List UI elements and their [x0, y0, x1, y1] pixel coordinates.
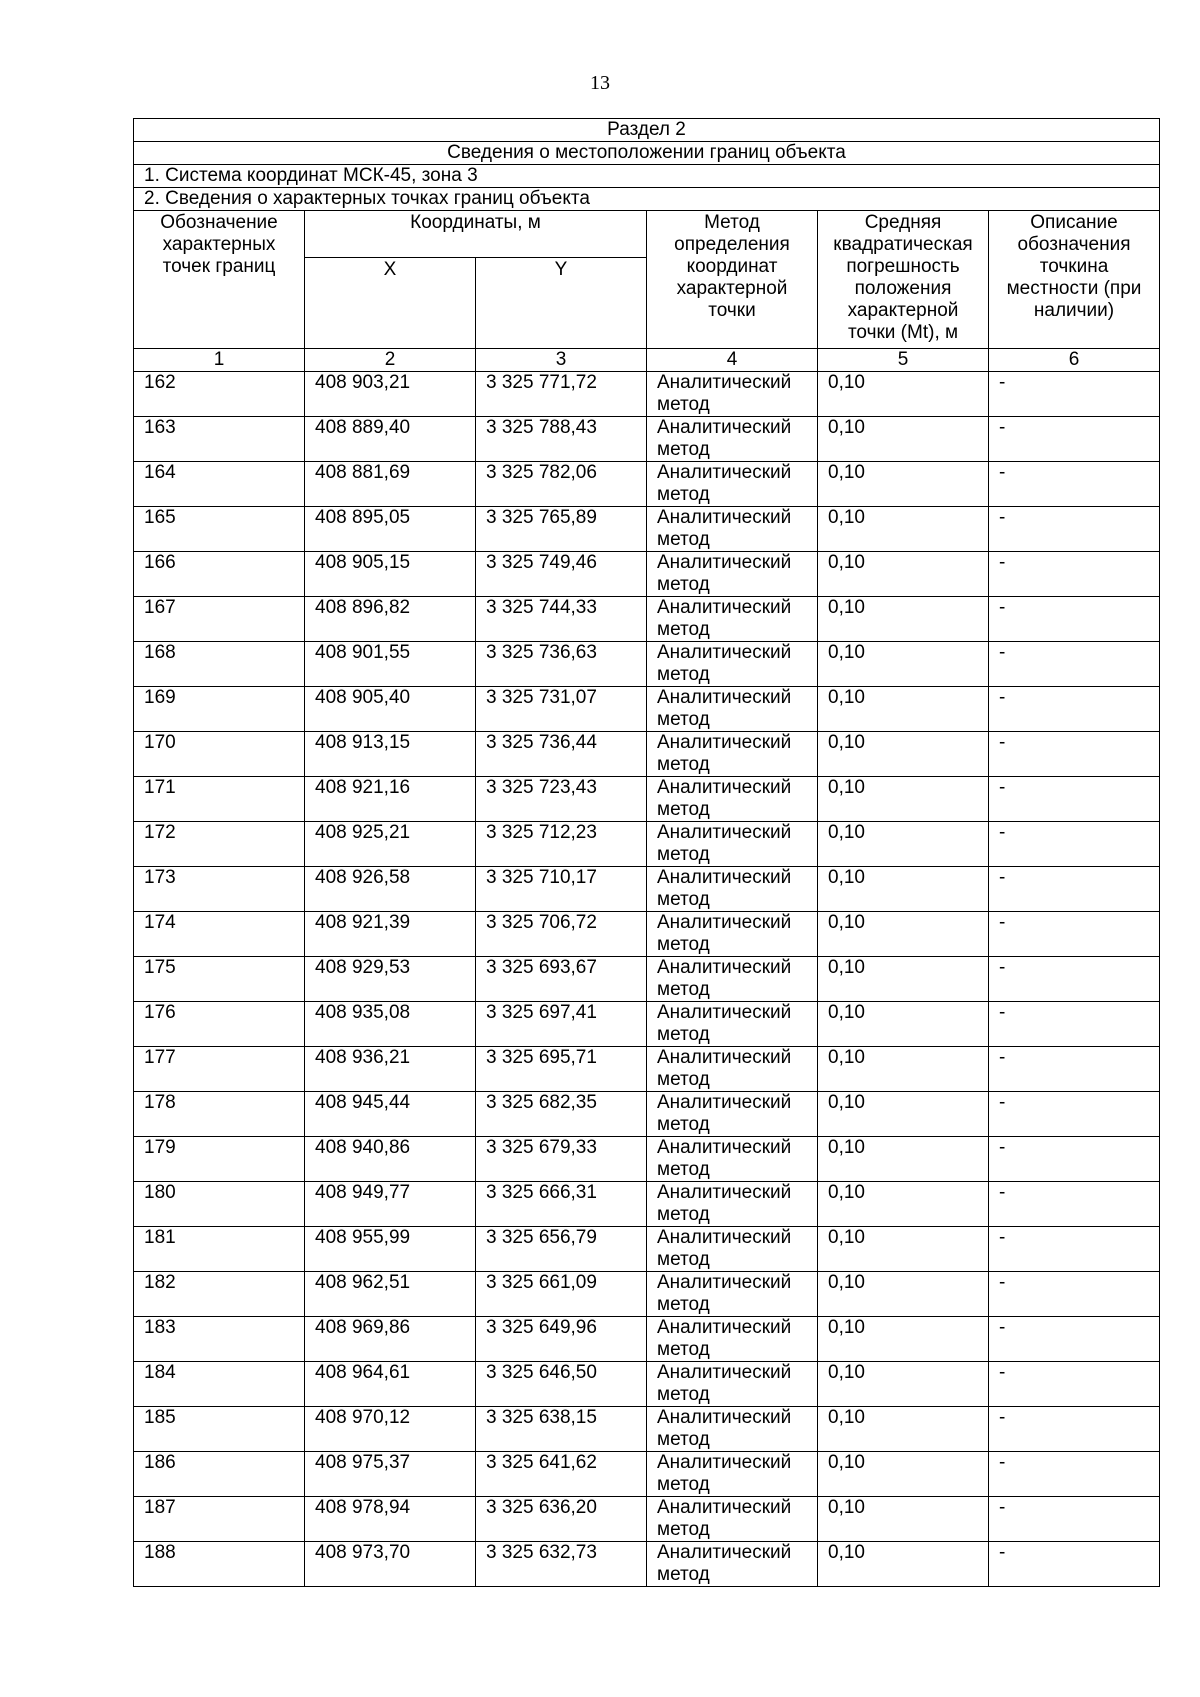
x-cell: 408 969,86 — [305, 1317, 476, 1362]
y-cell: 3 325 736,44 — [476, 732, 647, 777]
x-cell: 408 929,53 — [305, 957, 476, 1002]
col-number: 5 — [818, 349, 989, 372]
y-cell: 3 325 736,63 — [476, 642, 647, 687]
x-cell: 408 975,37 — [305, 1452, 476, 1497]
y-cell: 3 325 723,43 — [476, 777, 647, 822]
description-cell: - — [989, 372, 1160, 417]
point-cell: 179 — [134, 1137, 305, 1182]
y-cell: 3 325 638,15 — [476, 1407, 647, 1452]
error-cell: 0,10 — [818, 1362, 989, 1407]
point-cell: 163 — [134, 417, 305, 462]
table-row — [134, 597, 1160, 642]
method-cell: Аналитический метод — [647, 1182, 818, 1227]
y-cell: 3 325 697,41 — [476, 1002, 647, 1047]
description-cell: - — [989, 1362, 1160, 1407]
point-cell: 185 — [134, 1407, 305, 1452]
points-heading-row — [134, 188, 1160, 211]
y-cell: 3 325 679,33 — [476, 1137, 647, 1182]
x-cell: 408 921,16 — [305, 777, 476, 822]
error-cell: 0,10 — [818, 1137, 989, 1182]
method-cell: Аналитический метод — [647, 552, 818, 597]
method-cell: Аналитический метод — [647, 372, 818, 417]
section-subtitle: Сведения о местоположении границ объекта — [134, 142, 1160, 165]
error-cell: 0,10 — [818, 1497, 989, 1542]
method-cell: Аналитический метод — [647, 1497, 818, 1542]
method-cell: Аналитический метод — [647, 642, 818, 687]
point-cell: 165 — [134, 507, 305, 552]
method-cell: Аналитический метод — [647, 597, 818, 642]
y-cell: 3 325 641,62 — [476, 1452, 647, 1497]
point-cell: 183 — [134, 1317, 305, 1362]
section-subtitle-row — [134, 142, 1160, 165]
method-cell: Аналитический метод — [647, 867, 818, 912]
x-cell: 408 945,44 — [305, 1092, 476, 1137]
table-row — [134, 1317, 1160, 1362]
point-cell: 176 — [134, 1002, 305, 1047]
table-row — [134, 1542, 1160, 1587]
description-cell: - — [989, 1497, 1160, 1542]
x-cell: 408 881,69 — [305, 462, 476, 507]
description-cell: - — [989, 642, 1160, 687]
point-cell: 164 — [134, 462, 305, 507]
y-cell: 3 325 646,50 — [476, 1362, 647, 1407]
x-cell: 408 964,61 — [305, 1362, 476, 1407]
x-cell: 408 905,15 — [305, 552, 476, 597]
point-cell: 186 — [134, 1452, 305, 1497]
point-cell: 178 — [134, 1092, 305, 1137]
y-cell: 3 325 782,06 — [476, 462, 647, 507]
description-cell: - — [989, 1092, 1160, 1137]
table-row — [134, 1452, 1160, 1497]
table-row — [134, 507, 1160, 552]
point-cell: 181 — [134, 1227, 305, 1272]
table-row — [134, 642, 1160, 687]
point-cell: 187 — [134, 1497, 305, 1542]
error-cell: 0,10 — [818, 687, 989, 732]
col-number: 2 — [305, 349, 476, 372]
boundary-points-table — [133, 118, 1160, 1587]
description-cell: - — [989, 867, 1160, 912]
y-cell: 3 325 710,17 — [476, 867, 647, 912]
error-cell: 0,10 — [818, 642, 989, 687]
error-cell: 0,10 — [818, 867, 989, 912]
x-cell: 408 935,08 — [305, 1002, 476, 1047]
table-row — [134, 867, 1160, 912]
method-cell: Аналитический метод — [647, 1317, 818, 1362]
point-cell: 167 — [134, 597, 305, 642]
error-cell: 0,10 — [818, 372, 989, 417]
method-cell: Аналитический метод — [647, 822, 818, 867]
description-cell: - — [989, 1317, 1160, 1362]
description-cell: - — [989, 957, 1160, 1002]
error-cell: 0,10 — [818, 1317, 989, 1362]
coord-system: 1. Система координат МСК-45, зона 3 — [134, 165, 1160, 188]
point-cell: 166 — [134, 552, 305, 597]
y-cell: 3 325 661,09 — [476, 1272, 647, 1317]
description-cell: - — [989, 822, 1160, 867]
table-row — [134, 1362, 1160, 1407]
table-row — [134, 687, 1160, 732]
description-cell: - — [989, 1452, 1160, 1497]
method-cell: Аналитический метод — [647, 1002, 818, 1047]
method-cell: Аналитический метод — [647, 687, 818, 732]
method-cell: Аналитический метод — [647, 507, 818, 552]
description-cell: - — [989, 1272, 1160, 1317]
point-cell: 180 — [134, 1182, 305, 1227]
point-cell: 188 — [134, 1542, 305, 1587]
table-row — [134, 552, 1160, 597]
col-number: 6 — [989, 349, 1160, 372]
error-cell: 0,10 — [818, 1452, 989, 1497]
description-cell: - — [989, 597, 1160, 642]
table-row — [134, 417, 1160, 462]
table-row — [134, 1497, 1160, 1542]
description-cell: - — [989, 777, 1160, 822]
table-row — [134, 1272, 1160, 1317]
x-cell: 408 921,39 — [305, 912, 476, 957]
point-cell: 170 — [134, 732, 305, 777]
table-row — [134, 732, 1160, 777]
table-row — [134, 822, 1160, 867]
column-numbers-row — [134, 349, 1160, 372]
error-cell: 0,10 — [818, 1272, 989, 1317]
method-cell: Аналитический метод — [647, 1227, 818, 1272]
method-cell: Аналитический метод — [647, 1542, 818, 1587]
point-cell: 162 — [134, 372, 305, 417]
point-cell: 169 — [134, 687, 305, 732]
error-cell: 0,10 — [818, 1047, 989, 1092]
method-cell: Аналитический метод — [647, 1452, 818, 1497]
y-cell: 3 325 666,31 — [476, 1182, 647, 1227]
method-cell: Аналитический метод — [647, 1407, 818, 1452]
x-cell: 408 895,05 — [305, 507, 476, 552]
points-heading: 2. Сведения о характерных точках границ объекта — [134, 188, 1160, 211]
section-title-row — [134, 119, 1160, 142]
description-cell: - — [989, 1047, 1160, 1092]
x-cell: 408 940,86 — [305, 1137, 476, 1182]
method-cell: Аналитический метод — [647, 1092, 818, 1137]
y-cell: 3 325 744,33 — [476, 597, 647, 642]
method-cell: Аналитический метод — [647, 1362, 818, 1407]
header-error: Средняя квадратическая погрешность положения характерной точки (Mt), м — [818, 211, 989, 349]
point-cell: 177 — [134, 1047, 305, 1092]
method-cell: Аналитический метод — [647, 912, 818, 957]
col-number: 1 — [134, 349, 305, 372]
section-title: Раздел 2 — [134, 119, 1160, 142]
error-cell: 0,10 — [818, 1227, 989, 1272]
page-number: 13 — [590, 72, 610, 94]
x-cell: 408 936,21 — [305, 1047, 476, 1092]
table-row — [134, 1137, 1160, 1182]
header-description: Описание обозначения точкина местности (при наличии) — [989, 211, 1160, 349]
y-cell: 3 325 771,72 — [476, 372, 647, 417]
x-cell: 408 925,21 — [305, 822, 476, 867]
y-cell: 3 325 765,89 — [476, 507, 647, 552]
table-row — [134, 957, 1160, 1002]
point-cell: 172 — [134, 822, 305, 867]
y-cell: 3 325 656,79 — [476, 1227, 647, 1272]
error-cell: 0,10 — [818, 507, 989, 552]
table-row — [134, 1002, 1160, 1047]
header-x: X — [305, 258, 476, 349]
method-cell: Аналитический метод — [647, 1272, 818, 1317]
coord-system-row — [134, 165, 1160, 188]
x-cell: 408 949,77 — [305, 1182, 476, 1227]
header-coordinates: Координаты, м — [305, 211, 647, 258]
x-cell: 408 889,40 — [305, 417, 476, 462]
col-number: 4 — [647, 349, 818, 372]
point-cell: 182 — [134, 1272, 305, 1317]
header-method: Метод определения координат характерной точки — [647, 211, 818, 349]
error-cell: 0,10 — [818, 777, 989, 822]
description-cell: - — [989, 912, 1160, 957]
description-cell: - — [989, 1227, 1160, 1272]
method-cell: Аналитический метод — [647, 1047, 818, 1092]
y-cell: 3 325 731,07 — [476, 687, 647, 732]
point-cell: 174 — [134, 912, 305, 957]
method-cell: Аналитический метод — [647, 732, 818, 777]
error-cell: 0,10 — [818, 417, 989, 462]
point-cell: 175 — [134, 957, 305, 1002]
description-cell: - — [989, 1542, 1160, 1587]
error-cell: 0,10 — [818, 822, 989, 867]
x-cell: 408 978,94 — [305, 1497, 476, 1542]
table-row — [134, 462, 1160, 507]
x-cell: 408 896,82 — [305, 597, 476, 642]
method-cell: Аналитический метод — [647, 417, 818, 462]
y-cell: 3 325 712,23 — [476, 822, 647, 867]
description-cell: - — [989, 1182, 1160, 1227]
error-cell: 0,10 — [818, 1092, 989, 1137]
x-cell: 408 955,99 — [305, 1227, 476, 1272]
y-cell: 3 325 706,72 — [476, 912, 647, 957]
y-cell: 3 325 695,71 — [476, 1047, 647, 1092]
col-number: 3 — [476, 349, 647, 372]
description-cell: - — [989, 687, 1160, 732]
error-cell: 0,10 — [818, 957, 989, 1002]
x-cell: 408 901,55 — [305, 642, 476, 687]
table-row — [134, 912, 1160, 957]
description-cell: - — [989, 732, 1160, 777]
x-cell: 408 973,70 — [305, 1542, 476, 1587]
method-cell: Аналитический метод — [647, 462, 818, 507]
description-cell: - — [989, 507, 1160, 552]
x-cell: 408 962,51 — [305, 1272, 476, 1317]
y-cell: 3 325 682,35 — [476, 1092, 647, 1137]
error-cell: 0,10 — [818, 1542, 989, 1587]
error-cell: 0,10 — [818, 462, 989, 507]
error-cell: 0,10 — [818, 1407, 989, 1452]
y-cell: 3 325 636,20 — [476, 1497, 647, 1542]
table-row — [134, 1182, 1160, 1227]
description-cell: - — [989, 462, 1160, 507]
description-cell: - — [989, 1137, 1160, 1182]
error-cell: 0,10 — [818, 1002, 989, 1047]
x-cell: 408 970,12 — [305, 1407, 476, 1452]
header-y: Y — [476, 258, 647, 349]
description-cell: - — [989, 552, 1160, 597]
error-cell: 0,10 — [818, 552, 989, 597]
description-cell: - — [989, 1002, 1160, 1047]
error-cell: 0,10 — [818, 912, 989, 957]
table-row — [134, 372, 1160, 417]
error-cell: 0,10 — [818, 732, 989, 777]
table-row — [134, 1407, 1160, 1452]
x-cell: 408 903,21 — [305, 372, 476, 417]
table-row — [134, 1092, 1160, 1137]
point-cell: 184 — [134, 1362, 305, 1407]
error-cell: 0,10 — [818, 1182, 989, 1227]
method-cell: Аналитический метод — [647, 957, 818, 1002]
point-cell: 173 — [134, 867, 305, 912]
y-cell: 3 325 693,67 — [476, 957, 647, 1002]
y-cell: 3 325 749,46 — [476, 552, 647, 597]
table-row — [134, 1047, 1160, 1092]
table-row — [134, 777, 1160, 822]
error-cell: 0,10 — [818, 597, 989, 642]
description-cell: - — [989, 1407, 1160, 1452]
table-row — [134, 1227, 1160, 1272]
header-row-top — [134, 211, 1160, 258]
point-cell: 171 — [134, 777, 305, 822]
method-cell: Аналитический метод — [647, 1137, 818, 1182]
method-cell: Аналитический метод — [647, 777, 818, 822]
y-cell: 3 325 649,96 — [476, 1317, 647, 1362]
x-cell: 408 913,15 — [305, 732, 476, 777]
header-designation: Обозначение характерных точек границ — [134, 211, 305, 349]
y-cell: 3 325 632,73 — [476, 1542, 647, 1587]
x-cell: 408 905,40 — [305, 687, 476, 732]
description-cell: - — [989, 417, 1160, 462]
x-cell: 408 926,58 — [305, 867, 476, 912]
y-cell: 3 325 788,43 — [476, 417, 647, 462]
point-cell: 168 — [134, 642, 305, 687]
